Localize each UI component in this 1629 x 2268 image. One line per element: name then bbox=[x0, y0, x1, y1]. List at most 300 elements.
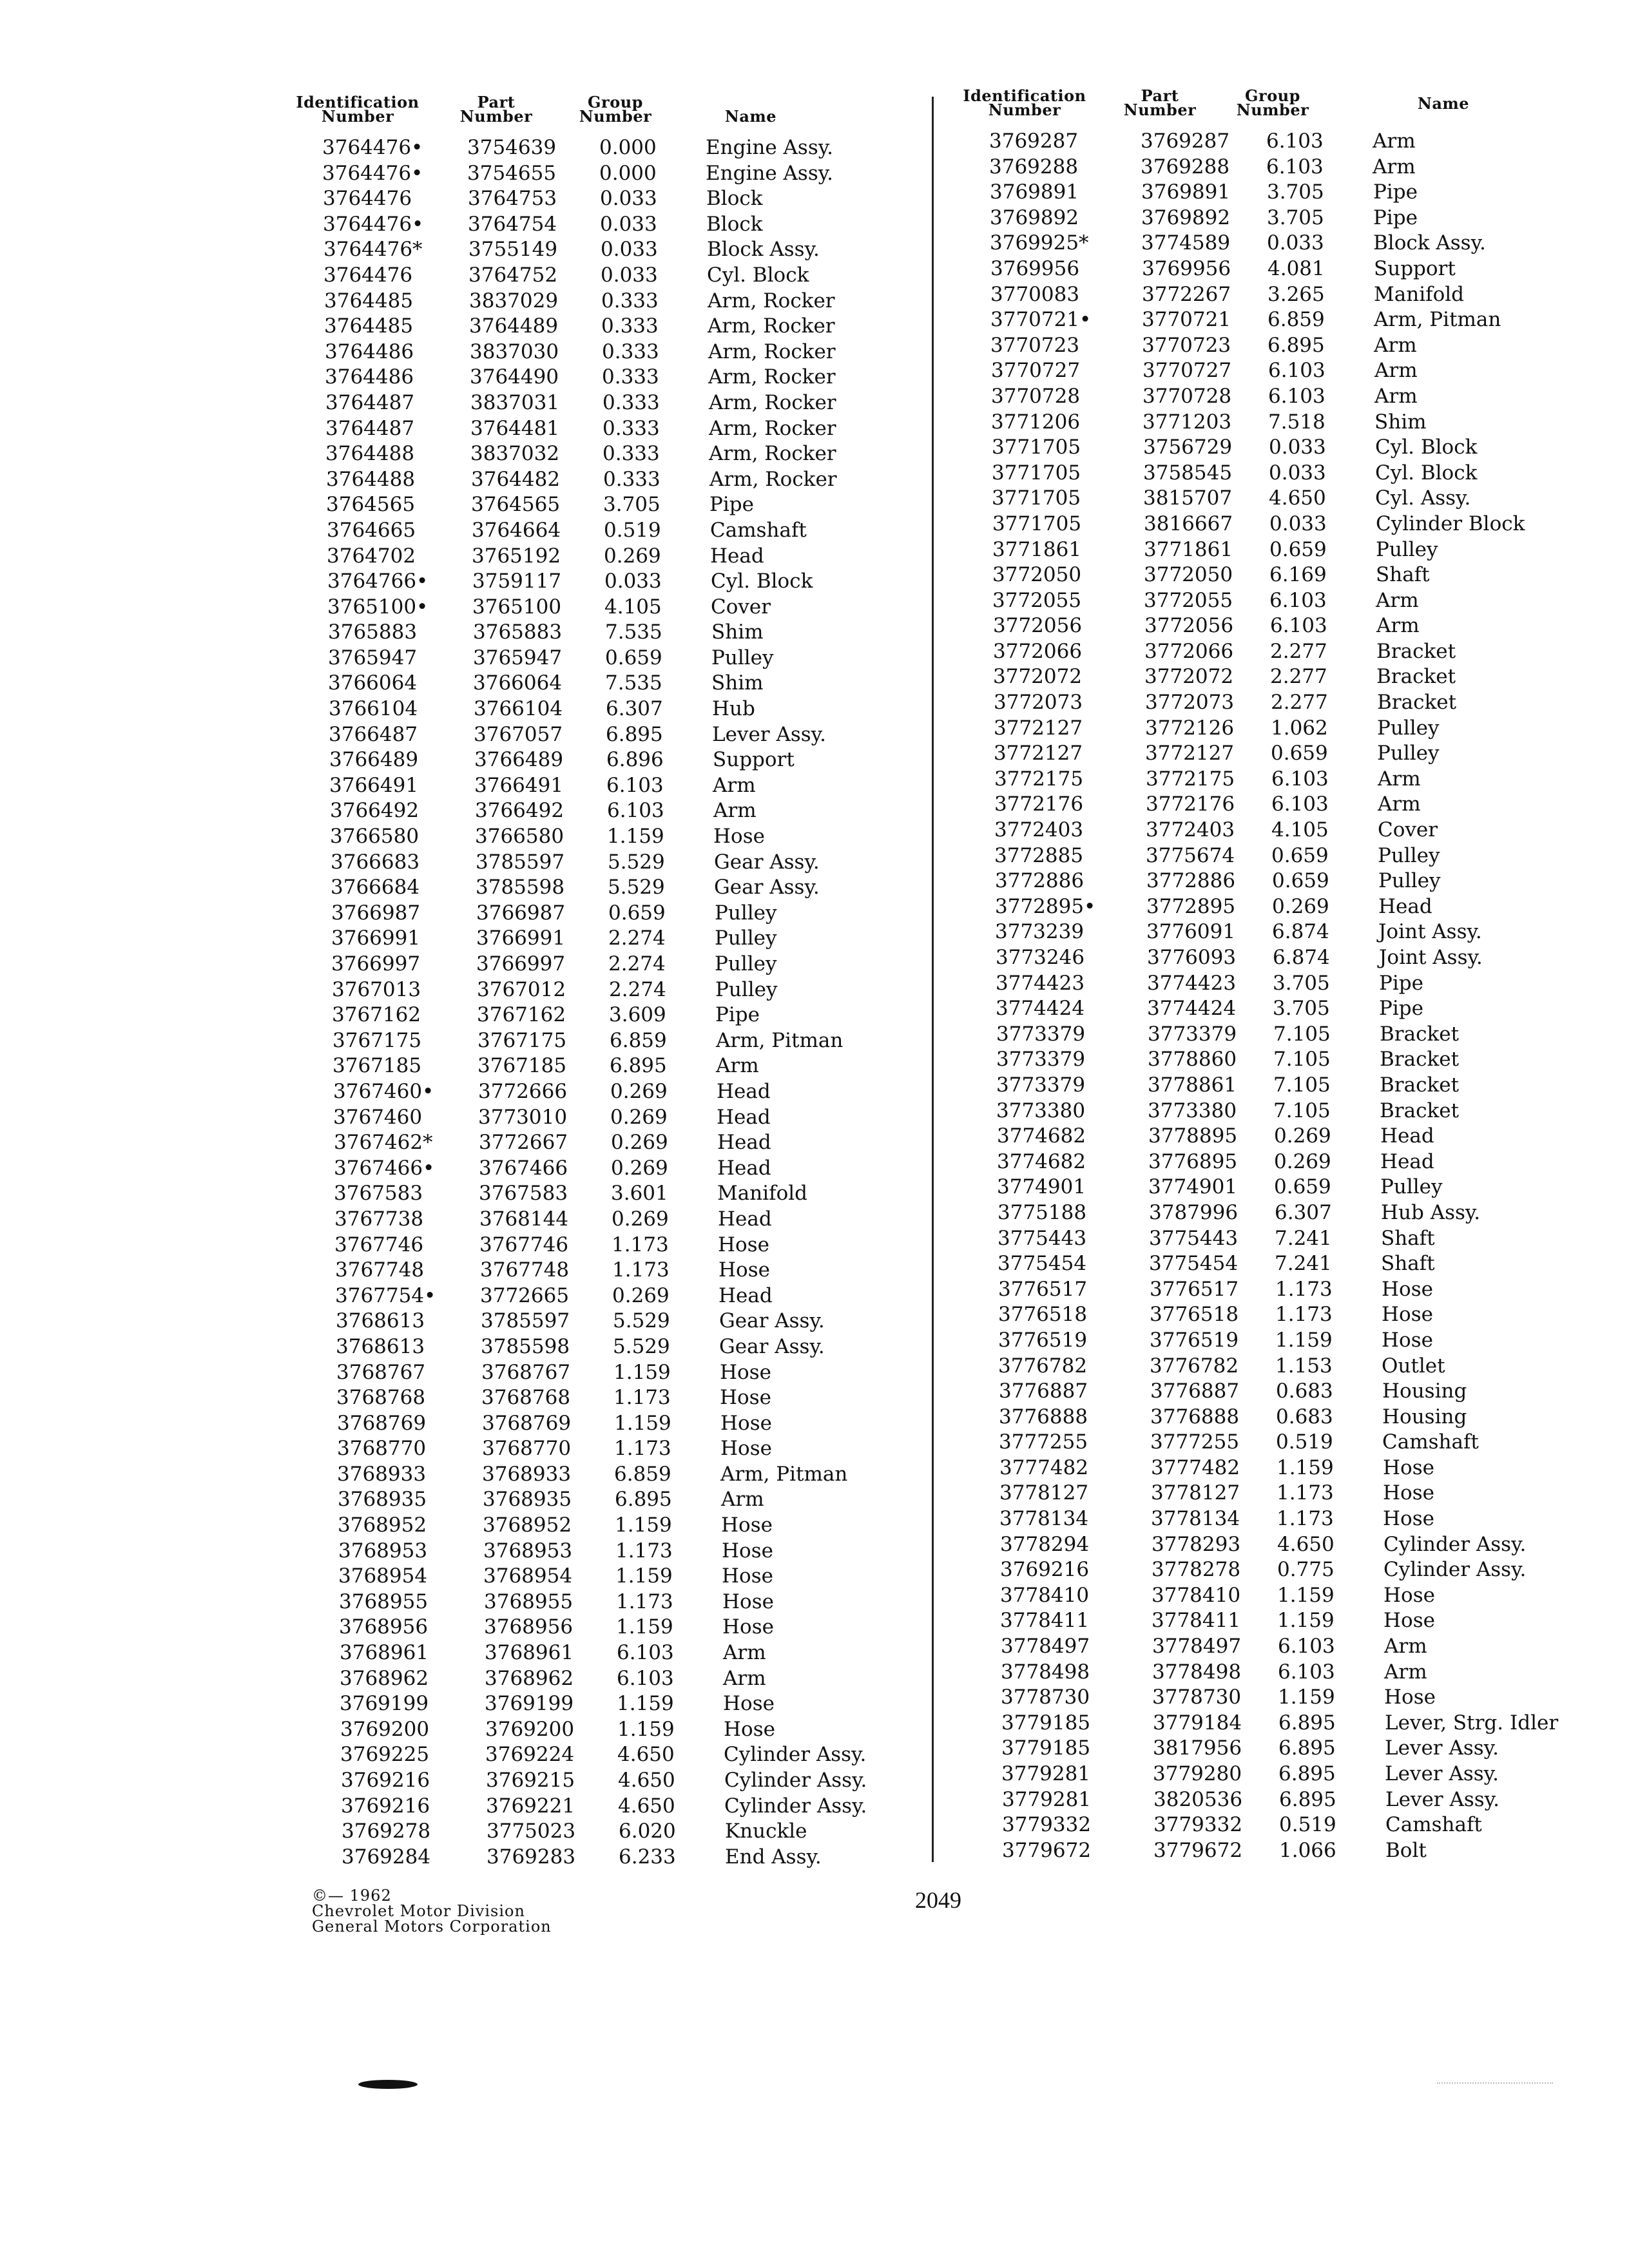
part-number-cell: 3774589 bbox=[1141, 231, 1231, 255]
right-parts-table bbox=[950, 129, 1582, 1863]
table-row bbox=[950, 1787, 1582, 1813]
identification-number-cell: 3770723 bbox=[990, 333, 1080, 357]
table-row bbox=[284, 1360, 883, 1386]
name-cell: Head bbox=[717, 1131, 771, 1155]
table-row bbox=[950, 180, 1582, 206]
group-number-cell: 4.105 bbox=[604, 595, 662, 619]
group-number-cell: 1.159 bbox=[616, 1615, 673, 1639]
group-number-cell: 0.033 bbox=[600, 212, 657, 236]
identification-number-cell: 3767746 bbox=[334, 1233, 424, 1256]
name-cell: Arm bbox=[716, 1054, 759, 1078]
group-number-cell: 6.103 bbox=[1266, 130, 1324, 153]
name-cell: Hose bbox=[722, 1539, 773, 1562]
table-row bbox=[950, 435, 1582, 461]
name-cell: Head bbox=[717, 1079, 771, 1103]
name-cell: Lever Assy. bbox=[1385, 1736, 1499, 1760]
part-number-cell: 3764752 bbox=[468, 263, 558, 287]
table-row bbox=[950, 1506, 1582, 1532]
identification-number-cell: 3764485 bbox=[324, 289, 414, 312]
name-cell: Cylinder Assy. bbox=[1383, 1558, 1527, 1582]
identification-number-cell: 3769284 bbox=[342, 1845, 431, 1869]
identification-number-cell: 3766064 bbox=[328, 671, 418, 695]
table-row bbox=[950, 1251, 1582, 1277]
table-row bbox=[950, 1532, 1582, 1558]
name-cell: Head bbox=[1380, 1124, 1434, 1148]
group-number-cell: 0.269 bbox=[1272, 894, 1329, 918]
part-number-cell: 3766580 bbox=[475, 825, 564, 849]
table-row bbox=[950, 639, 1582, 665]
table-row bbox=[284, 1436, 883, 1462]
part-number-cell: 3770721 bbox=[1142, 308, 1231, 332]
part-number-cell: 3776518 bbox=[1150, 1303, 1239, 1327]
table-row bbox=[950, 1226, 1582, 1252]
part-number-cell: 3785597 bbox=[476, 850, 565, 874]
group-number-cell: 6.895 bbox=[1268, 333, 1325, 357]
group-number-cell: 0.659 bbox=[608, 901, 666, 925]
group-number-cell: 2.277 bbox=[1271, 691, 1328, 715]
identification-number-cell: 3766104 bbox=[329, 697, 418, 721]
part-number-cell: 3769200 bbox=[485, 1717, 575, 1741]
table-row bbox=[284, 1411, 883, 1437]
part-number-cell: 3772066 bbox=[1144, 639, 1234, 663]
identification-number-cell: 3774682 bbox=[997, 1149, 1086, 1173]
identification-number-cell: 3769956 bbox=[990, 256, 1080, 280]
identification-number-cell: 3768956 bbox=[339, 1615, 429, 1639]
part-number-cell: 3772176 bbox=[1146, 793, 1235, 816]
group-number-cell: 0.333 bbox=[601, 289, 659, 312]
group-number-cell: 0.269 bbox=[610, 1105, 668, 1129]
identification-number-cell: 3764702 bbox=[327, 544, 416, 568]
table-row bbox=[284, 569, 883, 595]
group-number-cell: 0.269 bbox=[612, 1283, 670, 1307]
part-number-cell: 3772665 bbox=[480, 1283, 570, 1307]
name-cell: Block Assy. bbox=[707, 238, 820, 262]
table-row bbox=[284, 1742, 883, 1768]
group-number-cell: 3.705 bbox=[1273, 971, 1330, 995]
table-row bbox=[284, 747, 883, 773]
identification-number-cell: 3764766• bbox=[327, 570, 429, 593]
identification-number-cell: 3768961 bbox=[340, 1641, 429, 1665]
identification-number-cell: 3774423 bbox=[996, 971, 1085, 995]
part-number-cell: 3766491 bbox=[474, 773, 564, 797]
table-row bbox=[950, 1405, 1582, 1430]
name-cell: Hose bbox=[720, 1360, 771, 1384]
table-row bbox=[284, 1233, 883, 1258]
group-number-cell: 4.650 bbox=[618, 1794, 675, 1818]
group-number-cell: 1.062 bbox=[1271, 716, 1328, 740]
name-cell: Arm bbox=[1374, 333, 1417, 357]
name-cell: Manifold bbox=[1374, 282, 1464, 306]
part-number-cell: 3774901 bbox=[1148, 1175, 1238, 1199]
part-number-cell: 3772267 bbox=[1142, 282, 1231, 306]
name-cell: Hose bbox=[720, 1437, 772, 1461]
group-number-cell: 0.333 bbox=[602, 340, 659, 363]
identification-number-cell: 3767462* bbox=[334, 1131, 433, 1155]
name-cell: Arm, Rocker bbox=[708, 365, 836, 389]
identification-number-cell: 3769225 bbox=[340, 1743, 430, 1767]
identification-number-cell: 3778411 bbox=[1000, 1609, 1090, 1633]
group-number-cell: 0.519 bbox=[1279, 1813, 1336, 1837]
header-identification-number: Identification Number bbox=[296, 93, 419, 126]
identification-number-cell: 3765100• bbox=[327, 595, 429, 619]
name-cell: Pipe bbox=[1379, 971, 1423, 995]
identification-number-cell: 3768769 bbox=[337, 1411, 427, 1435]
part-number-cell: 3779332 bbox=[1153, 1813, 1243, 1837]
group-number-cell: 3.609 bbox=[609, 1003, 666, 1027]
part-number-cell: 3767185 bbox=[477, 1054, 567, 1078]
table-row bbox=[284, 1462, 883, 1488]
table-row bbox=[950, 384, 1582, 410]
name-cell: Block bbox=[706, 212, 763, 236]
group-number-cell: 5.529 bbox=[608, 876, 665, 899]
name-cell: Arm bbox=[1384, 1660, 1427, 1684]
name-cell: Support bbox=[713, 748, 795, 772]
name-cell: Lever Assy. bbox=[712, 722, 826, 746]
table-row bbox=[284, 595, 883, 620]
part-number-cell: 3766492 bbox=[475, 799, 564, 823]
identification-number-cell: 3778294 bbox=[1000, 1532, 1090, 1556]
name-cell: Hose bbox=[1382, 1303, 1433, 1327]
identification-number-cell: 3764476• bbox=[322, 161, 423, 185]
name-cell: Pipe bbox=[715, 1003, 760, 1027]
name-cell: Housing bbox=[1382, 1379, 1467, 1403]
left-header-row bbox=[284, 95, 883, 135]
group-number-cell: 0.333 bbox=[602, 365, 659, 389]
part-number-cell: 3769288 bbox=[1141, 155, 1230, 178]
table-row bbox=[950, 256, 1582, 282]
part-number-cell: 3768952 bbox=[483, 1514, 572, 1537]
group-number-cell: 7.518 bbox=[1268, 410, 1325, 434]
part-number-cell: 3776888 bbox=[1150, 1405, 1240, 1428]
group-number-cell: 0.659 bbox=[1271, 742, 1328, 765]
group-number-cell: 5.529 bbox=[613, 1334, 670, 1358]
name-cell: Arm bbox=[1378, 793, 1421, 816]
table-row bbox=[950, 1047, 1582, 1073]
name-cell: Housing bbox=[1382, 1405, 1467, 1428]
name-cell: Gear Assy. bbox=[719, 1334, 825, 1358]
name-cell: Cyl. Block bbox=[1375, 461, 1478, 485]
name-cell: Cylinder Assy. bbox=[724, 1794, 867, 1818]
identification-number-cell: 3766580 bbox=[330, 825, 419, 849]
table-row bbox=[950, 486, 1582, 512]
table-row bbox=[950, 767, 1582, 793]
group-number-cell: 6.859 bbox=[614, 1462, 671, 1486]
name-cell: Head bbox=[710, 544, 764, 568]
table-row bbox=[284, 1564, 883, 1590]
name-cell: Hose bbox=[1383, 1456, 1434, 1479]
identification-number-cell: 3774901 bbox=[997, 1175, 1086, 1199]
identification-number-cell: 3773380 bbox=[996, 1099, 1086, 1122]
group-number-cell: 0.333 bbox=[603, 467, 660, 491]
name-cell: Arm bbox=[1376, 614, 1420, 638]
name-cell: Hose bbox=[721, 1514, 773, 1537]
table-row bbox=[284, 977, 883, 1003]
part-number-cell: 3772073 bbox=[1145, 691, 1235, 715]
group-number-cell: 0.333 bbox=[601, 314, 659, 338]
name-cell: Pulley bbox=[715, 952, 777, 975]
group-number-cell: 1.173 bbox=[612, 1233, 669, 1256]
identification-number-cell: 3777255 bbox=[999, 1430, 1088, 1454]
table-row bbox=[284, 1819, 883, 1845]
name-cell: Bracket bbox=[1380, 1048, 1460, 1072]
table-row bbox=[284, 1130, 883, 1156]
part-number-cell: 3770723 bbox=[1142, 333, 1231, 357]
group-number-cell: 0.269 bbox=[611, 1156, 668, 1180]
identification-number-cell: 3779281 bbox=[1001, 1762, 1091, 1785]
name-cell: End Assy. bbox=[725, 1845, 822, 1869]
table-row bbox=[950, 1022, 1582, 1048]
table-row bbox=[950, 971, 1582, 997]
part-number-cell: 3815707 bbox=[1143, 486, 1233, 510]
identification-number-cell: 3769287 bbox=[989, 130, 1079, 153]
group-number-cell: 1.173 bbox=[612, 1258, 670, 1282]
left-parts-table bbox=[284, 135, 883, 1870]
part-number-cell: 3768769 bbox=[482, 1411, 572, 1435]
table-row bbox=[950, 945, 1582, 971]
part-number-cell: 3765100 bbox=[472, 595, 562, 619]
name-cell: Camshaft bbox=[710, 518, 807, 542]
identification-number-cell: 3767466• bbox=[334, 1156, 435, 1180]
identification-number-cell: 3769891 bbox=[990, 180, 1079, 204]
identification-number-cell: 3768955 bbox=[339, 1590, 429, 1613]
part-number-cell: 3779672 bbox=[1153, 1838, 1243, 1862]
group-number-cell: 1.159 bbox=[1277, 1583, 1335, 1607]
part-number-cell: 3779184 bbox=[1153, 1711, 1242, 1735]
group-number-cell: 0.000 bbox=[599, 161, 657, 185]
part-number-cell: 3769221 bbox=[486, 1794, 575, 1818]
name-cell: Pulley bbox=[715, 901, 777, 925]
part-number-cell: 3767583 bbox=[479, 1182, 568, 1206]
name-cell: Cover bbox=[711, 595, 771, 619]
right-column bbox=[950, 86, 1582, 1863]
group-number-cell: 7.241 bbox=[1275, 1252, 1332, 1276]
name-cell: Arm bbox=[723, 1641, 766, 1665]
group-number-cell: 0.519 bbox=[604, 518, 661, 542]
part-number-cell: 3778134 bbox=[1151, 1507, 1240, 1531]
identification-number-cell: 3771206 bbox=[991, 410, 1081, 434]
name-cell: Bracket bbox=[1380, 1073, 1460, 1097]
group-number-cell: 1.173 bbox=[614, 1437, 671, 1461]
table-row bbox=[284, 952, 883, 977]
name-cell: Hose bbox=[1383, 1507, 1434, 1531]
part-number-cell: 3837030 bbox=[470, 340, 559, 363]
name-cell: Arm, Rocker bbox=[709, 467, 837, 491]
table-row bbox=[284, 416, 883, 442]
group-number-cell: 1.159 bbox=[617, 1717, 675, 1741]
group-number-cell: 6.895 bbox=[615, 1488, 672, 1512]
part-number-cell: 3766987 bbox=[476, 901, 566, 925]
part-number-cell: 3772072 bbox=[1144, 665, 1234, 689]
part-number-cell: 3768953 bbox=[483, 1539, 573, 1562]
part-number-cell: 3778860 bbox=[1148, 1048, 1237, 1072]
group-number-cell: 6.874 bbox=[1272, 920, 1329, 944]
group-number-cell: 6.103 bbox=[1278, 1635, 1335, 1658]
part-number-cell: 3764754 bbox=[468, 212, 557, 236]
table-row bbox=[284, 340, 883, 365]
table-row bbox=[950, 1354, 1582, 1379]
name-cell: Bracket bbox=[1376, 665, 1456, 689]
identification-number-cell: 3764476* bbox=[323, 238, 423, 262]
table-row bbox=[950, 537, 1582, 563]
identification-number-cell: 3778498 bbox=[1001, 1660, 1090, 1684]
part-number-cell: 3768144 bbox=[479, 1207, 569, 1231]
table-row bbox=[950, 818, 1582, 843]
part-number-cell: 3776895 bbox=[1148, 1149, 1238, 1173]
part-number-cell: 3779280 bbox=[1153, 1762, 1242, 1785]
table-row bbox=[950, 231, 1582, 256]
table-row bbox=[950, 1073, 1582, 1099]
identification-number-cell: 3774424 bbox=[996, 997, 1085, 1021]
name-cell: Hose bbox=[1383, 1583, 1435, 1607]
table-row bbox=[284, 1207, 883, 1233]
table-row bbox=[950, 1099, 1582, 1124]
identification-number-cell: 3764486 bbox=[325, 340, 414, 363]
part-number-cell: 3775454 bbox=[1149, 1252, 1239, 1276]
table-row bbox=[950, 716, 1582, 742]
identification-number-cell: 3764565 bbox=[326, 493, 416, 517]
name-cell: Outlet bbox=[1382, 1354, 1445, 1378]
part-number-cell: 3764489 bbox=[469, 314, 559, 338]
part-number-cell: 3816667 bbox=[1144, 512, 1233, 535]
name-cell: Lever, Strg. Idler bbox=[1385, 1711, 1559, 1735]
identification-number-cell: 3766991 bbox=[331, 927, 421, 950]
identification-number-cell: 3778127 bbox=[999, 1481, 1089, 1505]
table-row bbox=[284, 1691, 883, 1717]
identification-number-cell: 3767748 bbox=[335, 1258, 425, 1282]
table-row bbox=[284, 492, 883, 518]
identification-number-cell: 3773379 bbox=[996, 1073, 1086, 1097]
group-number-cell: 6.874 bbox=[1273, 946, 1330, 969]
name-cell: Head bbox=[718, 1283, 773, 1307]
table-row bbox=[950, 307, 1582, 333]
left-column bbox=[284, 95, 883, 1870]
table-row bbox=[950, 1762, 1582, 1787]
part-number-cell: 3769283 bbox=[487, 1845, 576, 1869]
table-row bbox=[284, 518, 883, 544]
table-row bbox=[284, 1640, 883, 1666]
part-number-cell: 3785597 bbox=[481, 1309, 570, 1333]
part-number-cell: 3767012 bbox=[477, 977, 566, 1001]
name-cell: Cylinder Block bbox=[1376, 512, 1525, 535]
group-number-cell: 0.775 bbox=[1277, 1558, 1335, 1582]
table-row bbox=[950, 1812, 1582, 1838]
group-number-cell: 5.529 bbox=[613, 1309, 670, 1333]
table-row bbox=[284, 1487, 883, 1513]
name-cell: Arm, Rocker bbox=[708, 289, 835, 312]
part-number-cell: 3767748 bbox=[480, 1258, 570, 1282]
identification-number-cell: 3779281 bbox=[1002, 1787, 1092, 1811]
identification-number-cell: 3767460• bbox=[333, 1079, 434, 1103]
identification-number-cell: 3778497 bbox=[1001, 1635, 1090, 1658]
name-cell: Hose bbox=[722, 1590, 774, 1613]
identification-number-cell: 3772403 bbox=[994, 818, 1084, 842]
part-number-cell: 3767175 bbox=[477, 1028, 567, 1052]
part-number-cell: 3773010 bbox=[478, 1105, 568, 1129]
part-number-cell: 3774424 bbox=[1147, 997, 1237, 1021]
name-cell: Shim bbox=[1374, 410, 1427, 434]
table-row bbox=[950, 1430, 1582, 1456]
group-number-cell: 1.159 bbox=[617, 1692, 674, 1716]
part-number-cell: 3768935 bbox=[483, 1488, 572, 1512]
identification-number-cell: 3764476 bbox=[323, 187, 412, 211]
group-number-cell: 6.895 bbox=[1278, 1711, 1336, 1735]
column-divider bbox=[932, 97, 934, 1862]
identification-number-cell: 3773379 bbox=[996, 1022, 1086, 1046]
part-number-cell: 3776519 bbox=[1150, 1328, 1239, 1352]
table-row bbox=[950, 1838, 1582, 1864]
part-number-cell: 3773379 bbox=[1148, 1022, 1237, 1046]
table-row bbox=[950, 894, 1582, 920]
name-cell: Camshaft bbox=[1385, 1813, 1482, 1837]
table-row bbox=[284, 1309, 883, 1334]
name-cell: Shim bbox=[711, 671, 764, 695]
identification-number-cell: 3772073 bbox=[994, 691, 1083, 715]
group-number-cell: 7.105 bbox=[1273, 1099, 1331, 1122]
identification-number-cell: 3769892 bbox=[990, 206, 1079, 229]
header-part-number: Part Number bbox=[1123, 86, 1197, 119]
identification-number-cell: 3779185 bbox=[1001, 1736, 1091, 1760]
name-cell: Cyl. Block bbox=[707, 263, 809, 287]
name-cell: Hose bbox=[722, 1564, 773, 1588]
table-row bbox=[284, 1181, 883, 1207]
part-number-cell: 3768955 bbox=[484, 1590, 574, 1613]
name-cell: Engine Assy. bbox=[706, 161, 833, 185]
ink-smudge bbox=[358, 2080, 418, 2089]
footer-copyright: ©— 1962 bbox=[312, 1887, 392, 1905]
table-row bbox=[284, 1053, 883, 1079]
part-number-cell: 3776782 bbox=[1150, 1354, 1239, 1378]
identification-number-cell: 3771861 bbox=[992, 537, 1082, 561]
table-row bbox=[284, 161, 883, 187]
part-number-cell: 3769956 bbox=[1142, 256, 1231, 280]
group-number-cell: 4.650 bbox=[618, 1769, 675, 1792]
name-cell: Head bbox=[718, 1207, 772, 1231]
name-cell: Hose bbox=[718, 1233, 769, 1256]
table-row bbox=[284, 722, 883, 748]
group-number-cell: 6.307 bbox=[1275, 1200, 1332, 1224]
table-row bbox=[284, 1768, 883, 1794]
group-number-cell: 6.103 bbox=[1278, 1660, 1335, 1684]
group-number-cell: 6.103 bbox=[1269, 588, 1327, 612]
part-number-cell: 3767057 bbox=[474, 722, 563, 746]
group-number-cell: 1.159 bbox=[615, 1514, 672, 1537]
identification-number-cell: 3768933 bbox=[337, 1462, 427, 1486]
part-number-cell: 3773380 bbox=[1148, 1099, 1237, 1122]
part-number-cell: 3772175 bbox=[1146, 767, 1235, 791]
table-row bbox=[284, 1003, 883, 1028]
identification-number-cell: 3778730 bbox=[1001, 1686, 1090, 1709]
table-row bbox=[950, 206, 1582, 231]
part-number-cell: 3776887 bbox=[1150, 1379, 1240, 1403]
header-identification-number: Identification Number bbox=[963, 86, 1086, 119]
table-row bbox=[950, 1456, 1582, 1481]
table-row bbox=[284, 390, 883, 416]
name-cell: Shim bbox=[711, 620, 764, 644]
part-number-cell: 3756729 bbox=[1143, 436, 1233, 459]
table-row bbox=[284, 237, 883, 263]
part-number-cell: 3772895 bbox=[1146, 894, 1236, 918]
group-number-cell: 6.307 bbox=[606, 697, 663, 721]
name-cell: Hose bbox=[722, 1615, 774, 1639]
identification-number-cell: 3773239 bbox=[995, 920, 1084, 944]
name-cell: Pulley bbox=[1377, 742, 1440, 765]
part-number-cell: 3759117 bbox=[472, 570, 562, 593]
group-number-cell: 3.601 bbox=[611, 1182, 668, 1206]
table-row bbox=[284, 544, 883, 570]
part-number-cell: 3772403 bbox=[1146, 818, 1235, 842]
name-cell: Lever Assy. bbox=[1385, 1787, 1499, 1811]
part-number-cell: 3772127 bbox=[1145, 742, 1235, 765]
